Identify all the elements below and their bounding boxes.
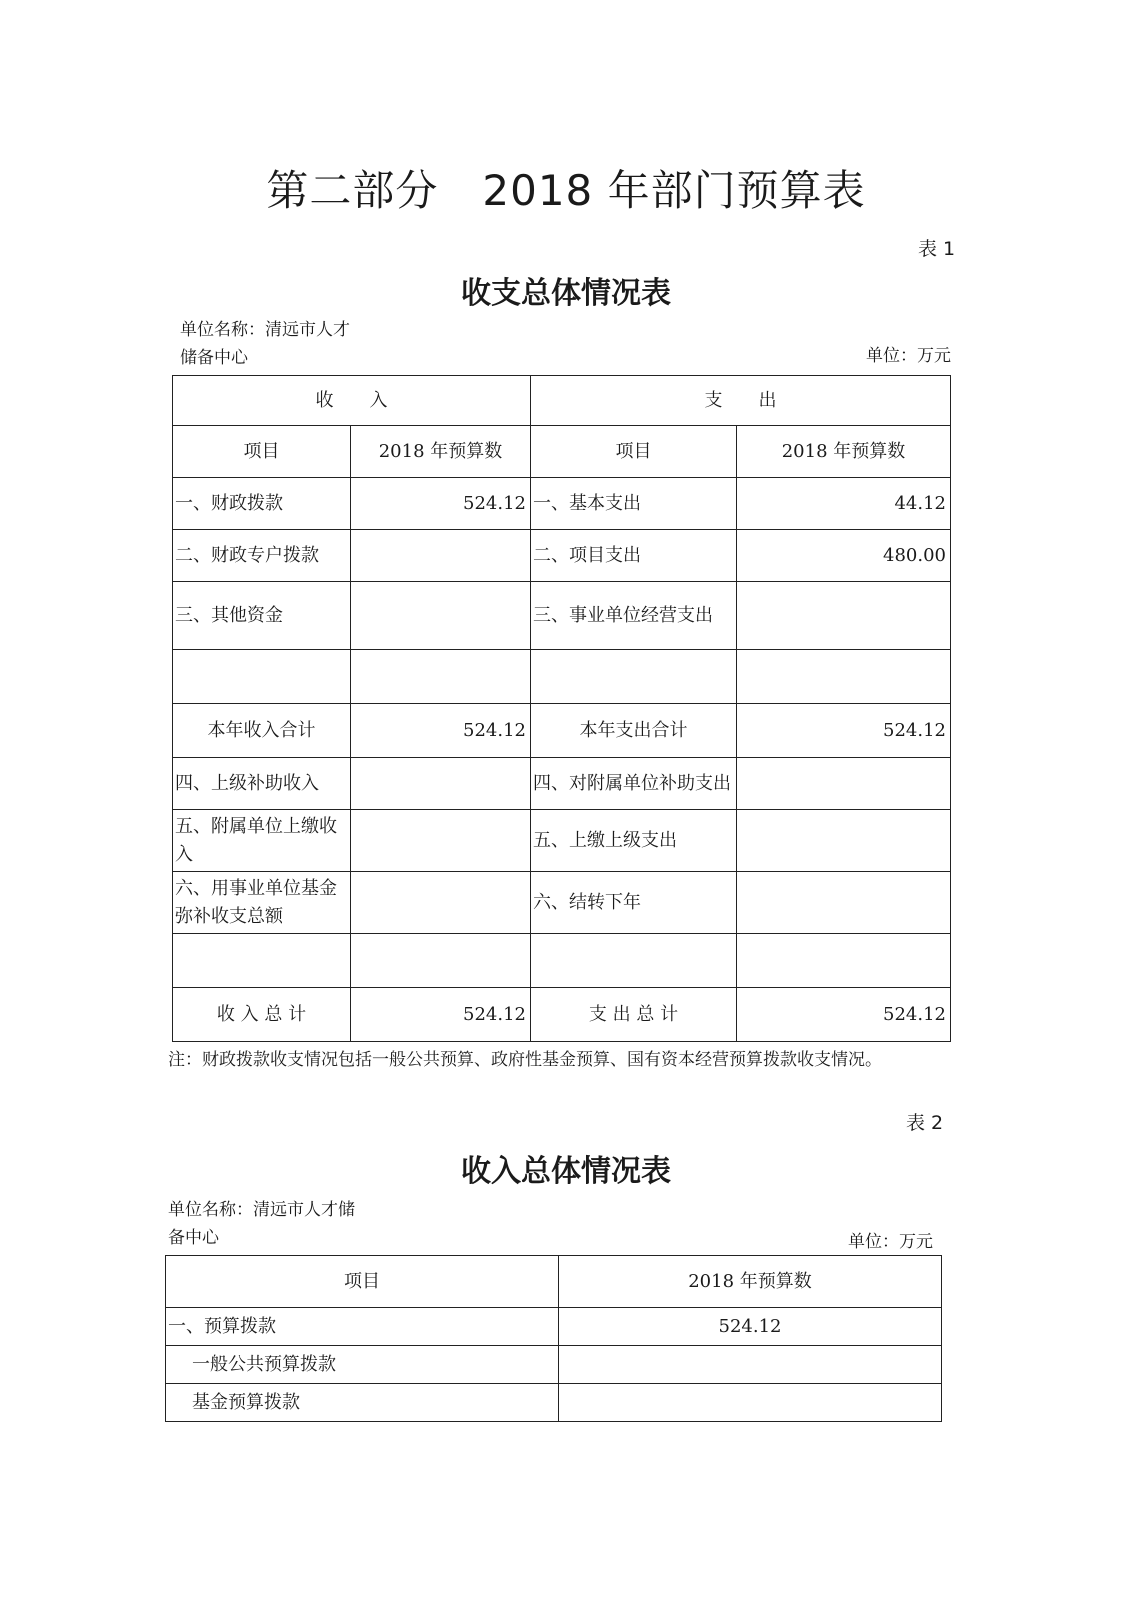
col-expense-item: 项目 [531,426,737,478]
col-item: 项目 [166,1256,559,1308]
col-expense-budget: 2018 年预算数 [737,426,951,478]
table-row: 一、财政拨款 524.12 一、基本支出 44.12 [173,478,951,530]
table-row: 五、附属单位上缴收入 五、上缴上级支出 [173,810,951,872]
col-budget: 2018 年预算数 [559,1256,942,1308]
page-title-main: 2018 年部门预算表 [482,166,866,215]
page-title-part: 第二部分 [266,166,439,215]
table-row: 四、上级补助收入 四、对附属单位补助支出 [173,758,951,810]
table2-unit-name: 单位名称：清远市人才储 备中心 [168,1200,355,1248]
table1-unit-name: 单位名称：清远市人才 储备中心 [180,320,350,368]
table1-note: 注：财政拨款收支情况包括一般公共预算、政府性基金预算、国有资本经营预算拨款收支情况。 [168,1050,882,1070]
table1-group-header [173,376,951,426]
table-row: 六、用事业单位基金弥补收支总额 六、结转下年 [173,872,951,934]
table-row: 基金预算拨款 [166,1384,942,1422]
table-row: 二、财政专户拨款 二、项目支出 480.00 [173,530,951,582]
table2-unit: 单位：万元 [848,1232,933,1252]
table2-title: 收入总体情况表 [461,1154,671,1189]
table-row: 一般公共预算拨款 [166,1346,942,1384]
table-row-subtotal: 本年收入合计 524.12 本年支出合计 524.12 [173,704,951,758]
table-row: 三、其他资金 三、事业单位经营支出 [173,582,951,650]
table1-unit: 单位：万元 [866,346,951,366]
table1-label: 表 1 [918,238,956,260]
table2-label: 表 2 [906,1112,944,1134]
table-row: 一、预算拨款 524.12 [166,1308,942,1346]
table-row [173,934,951,988]
table-row-total: 收 入 总 计 524.12 支 出 总 计 524.12 [173,988,951,1042]
table1-income-expense [172,375,951,1042]
table1-title: 收支总体情况表 [461,276,671,311]
col-income-item: 项目 [173,426,351,478]
col-income-budget: 2018 年预算数 [351,426,531,478]
table2-income [165,1255,942,1422]
table2-col-header [166,1256,942,1308]
table-row [173,650,951,704]
table1-col-header [173,426,951,478]
income-header: 收 入 [173,376,531,426]
page-title [0,158,1132,218]
expense-header: 支 出 [531,376,951,426]
